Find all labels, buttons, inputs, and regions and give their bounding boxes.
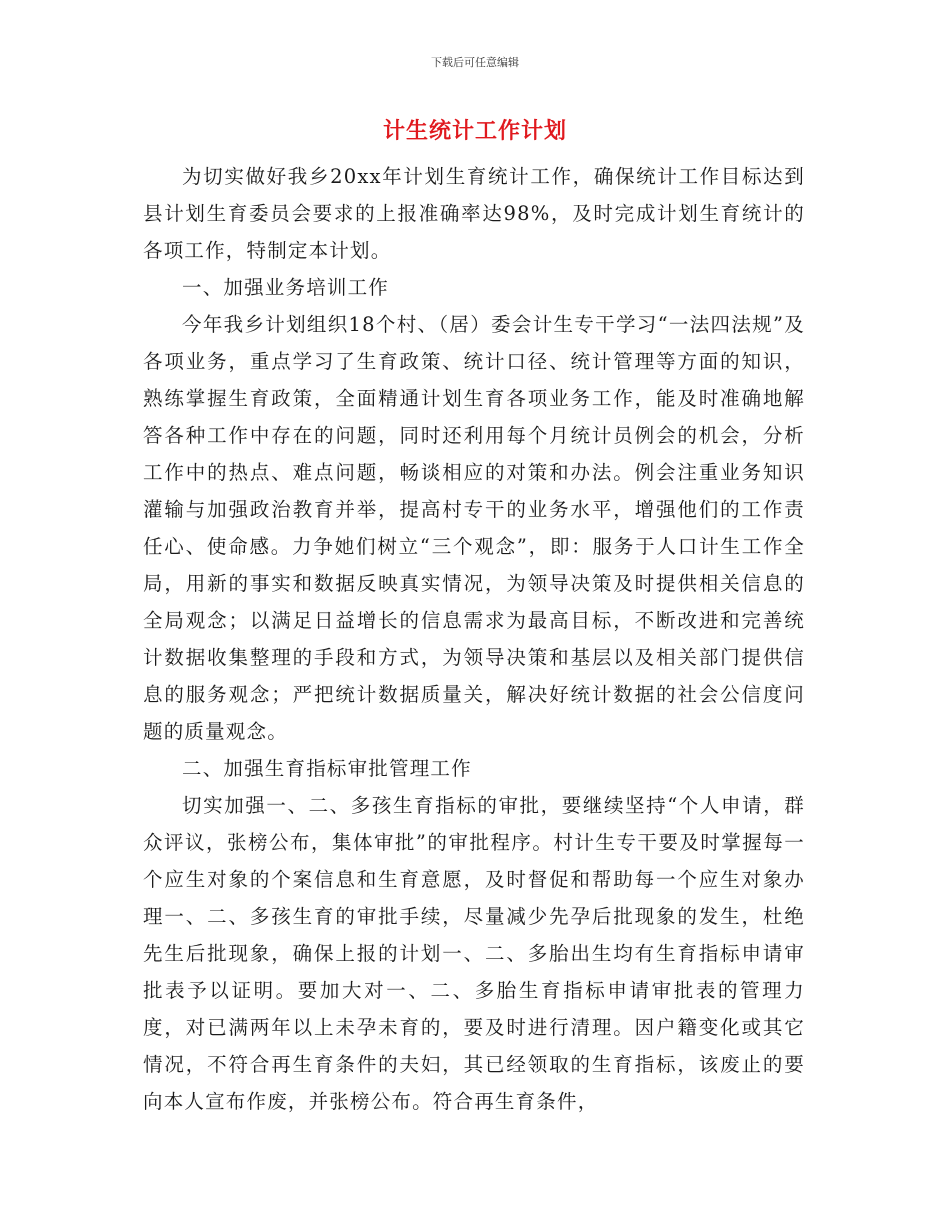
- header-note: 下载后可任意编辑: [431, 56, 519, 69]
- document-title: 计生统计工作计划: [382, 118, 567, 144]
- paragraph-section-1: 今年我乡计划组织18个村、（居）委会计生专干学习“一法四法规”及各项业务，重点学习了生育政策、统计口径、统计管理等方面的知识，熟练掌握生育政策，全面精通计划生育各项业务工作，能及时准确地解答各种工作中存在的问题，同时还利用每个月统计员例会的机会，分析工作中的热点、难点问题，畅谈相应的对策和办法。例会注重业务知识灌输与加强政治教育并举，提高村专干的业务水平，增强他们的工作责任心、使命感。力争她们树立“三个观念”，即：服务于人口计生工作全局，用新的事实和数据反映真实情况，为领导决策及时提供相关信息的全局观念；以满足日益增长的信息需求为最高目标，不断改进和完善统计数据收集整理的手段和方式，为领导决策和基层以及相关部门提供信息的服务观念；严把统计数据质量关，解决好统计数据的社会公信度问题的质量观念。: [143, 313, 805, 743]
- paragraph-intro: 为切实做好我乡20xx年计划生育统计工作，确保统计工作目标达到县计划生育委员会要求的上报准确率达98%，及时完成计划生育统计的各项工作，特制定本计划。: [143, 165, 805, 262]
- section-heading-2: 二、加强生育指标审批管理工作: [182, 757, 472, 780]
- document-body: [143, 158, 805, 1120]
- paragraph-section-2: 切实加强一、二、多孩生育指标的审批，要继续坚持“个人申请，群众评议，张榜公布，集体审批”的审批程序。村计生专干要及时掌握每一个应生对象的个案信息和生育意愿，及时督促和帮助每一个应生对象办理一、二、多孩生育的审批手续，尽量减少先孕后批现象的发生，杜绝先生后批现象，确保上报的计划一、二、多胎出生均有生育指标申请审批表予以证明。要加大对一、二、多胎生育指标申请审批表的管理力度，对已满两年以上未孕未育的，要及时进行清理。因户籍变化或其它情况，不符合再生育条件的夫妇，其已经领取的生育指标，该废止的要向本人宣布作废，并张榜公布。符合再生育条件，: [143, 794, 805, 1113]
- section-heading-1: 一、加强业务培训工作: [182, 276, 390, 299]
